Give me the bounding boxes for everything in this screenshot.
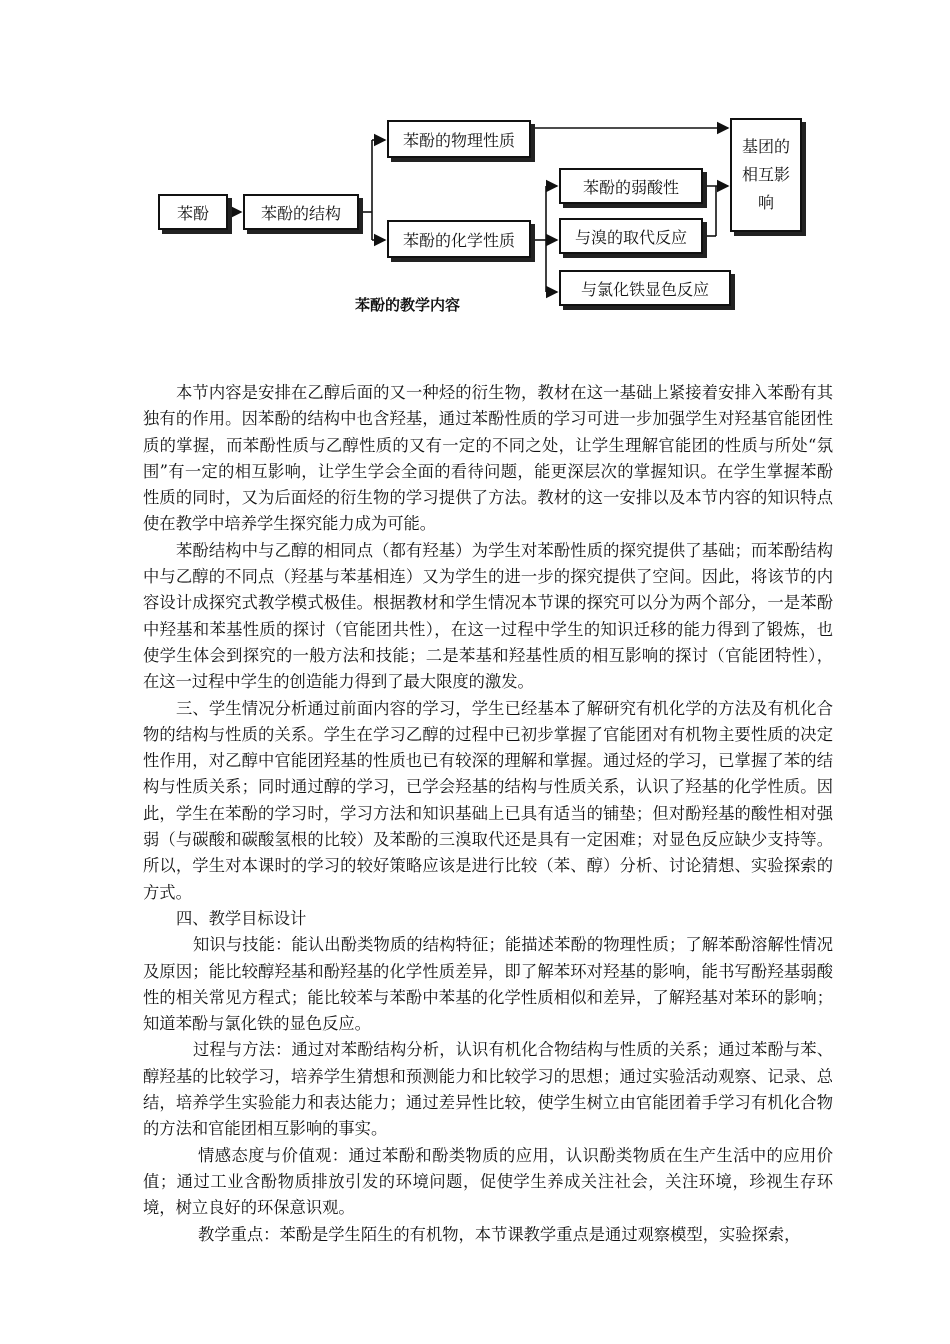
paragraph: 本节内容是安排在乙醇后面的又一种烃的衍生物，教材在这一基础上紧接着安排入苯酚有其独有的作用。因苯酚的结构中也含羟基，通过苯酚性质的学习可进一步加强学生对羟基官能团性质的掌握，而苯酚性质与乙醇性质的又有一定的不同之处，让学生理解官能团的性质与所处“氛围”有一定的相互影响，让学生学会全面的看待问题，能更深层次的掌握知识。在学生掌握苯酚性质的同时，又为后面烃的衍生物的学习提供了方法。教材的这一安排以及本节内容的知识特点使在教学中培养学生探究能力成为可能。	[143, 383, 833, 534]
node-bromine-substitution: 与溴的取代反应	[559, 218, 703, 254]
paragraph: 知识与技能：能认出酚类物质的结构特征；能描述苯酚的物理性质；了解苯酚溶解性情况及原因；能比较醇羟基和酚羟基的化学性质差异，即了解苯环对羟基的影响，能书写酚羟基弱酸性的相关常见方程式；能比较苯与苯酚中苯基的化学性质相似和差异，了解羟基对苯环的影响；知道苯酚与氯化铁的显色反应。	[143, 935, 833, 1034]
body-text	[143, 380, 833, 1248]
node-mutual-influence: 基团的相互影响	[730, 118, 802, 232]
section-heading: 四、教学目标设计	[176, 908, 307, 928]
node-ferric-chloride-reaction: 与氯化铁显色反应	[559, 270, 731, 306]
node-structure: 苯酚的结构	[243, 194, 359, 230]
diagram-caption: 苯酚的教学内容	[355, 296, 461, 314]
node-chemical-properties: 苯酚的化学性质	[387, 220, 531, 258]
node-physical-properties: 苯酚的物理性质	[387, 120, 531, 158]
paragraph: 过程与方法：通过对苯酚结构分析，认识有机化合物结构与性质的关系；通过苯酚与苯、醇羟基的比较学习，培养学生猜想和预测能力和比较学习的思想；通过实验活动观察、记录、总结，培养学生实验能力和表达能力；通过差异性比较，使学生树立由官能团着手学习有机化合物的方法和官能团相互影响的事实。	[143, 1040, 833, 1139]
node-phenol: 苯酚	[158, 194, 228, 230]
paragraph: 三、学生情况分析通过前面内容的学习，学生已经基本了解研究有机化学的方法及有机化合物的结构与性质的关系。学生在学习乙醇的过程中已初步掌握了官能团对有机物主要性质的决定性作用，对乙醇中官能团羟基的性质也已有较深的理解和掌握。通过烃的学习，已掌握了苯的结构与性质关系；同时通过醇的学习，已学会羟基的结构与性质关系，认识了羟基的化学性质。因此，学生在苯酚的学习时，学习方法和知识基础上已具有适当的铺垫；但对酚羟基的酸性相对强弱（与碳酸和碳酸氢根的比较）及苯酚的三溴取代还是具有一定困难；对显色反应缺少支持等。所以，学生对本课时的学习的较好策略应该是进行比较（苯、醇）分析、讨论猜想、实验探索的方式。	[143, 698, 833, 902]
paragraph: 教学重点：苯酚是学生陌生的有机物，本节课教学重点是通过观察模型，实验探索，	[198, 1224, 801, 1244]
paragraph: 苯酚结构中与乙醇的相同点（都有羟基）为学生对苯酚性质的探究提供了基础；而苯酚结构中与乙醇的不同点（羟基与苯基相连）又为学生的进一步的探究提供了空间。因此，将该节的内容设计成探究式教学模式极佳。根据教材和学生情况本节课的探究可以分为两个部分，一是苯酚中羟基和苯基性质的探讨（官能团共性），在这一过程中学生的知识迁移的能力得到了锻炼，也使学生体会到探究的一般方法和技能；二是苯基和羟基性质的相互影响的探讨（官能团特性），在这一过程中学生的创造能力得到了最大限度的激发。	[143, 540, 833, 692]
teaching-content-diagram	[0, 0, 950, 330]
diagram-connectors	[0, 0, 950, 330]
node-weak-acidity: 苯酚的弱酸性	[559, 168, 703, 204]
paragraph: 情感态度与价值观：通过苯酚和酚类物质的应用，认识酚类物质在生产生活中的应用价值；通过工业含酚物质排放引发的环境问题，促使学生养成关注社会，关注环境，珍视生存环境，树立良好的环保意识观。	[143, 1145, 833, 1218]
